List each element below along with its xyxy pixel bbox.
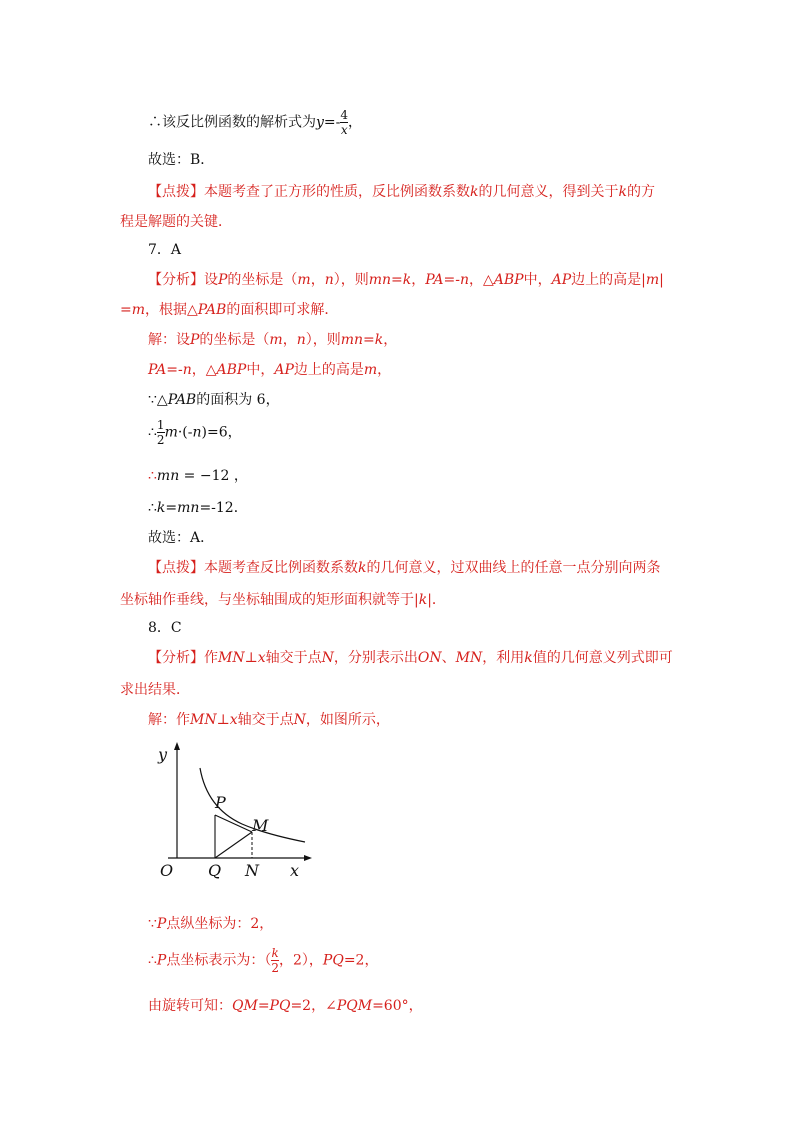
remark-7-line1: 【点拨】本题考查反比例函数系数k的几何意义，过双曲线上的任意一点分别向两条 xyxy=(148,560,661,576)
choice-line-a: 故选：A． xyxy=(148,530,215,546)
solution-7-line4: ∴ $\frac{1}{2}$ m·(-n)=6， xyxy=(148,418,242,447)
solution-8-line2: ∵P点纵坐标为：2， xyxy=(148,916,274,932)
label-x: x xyxy=(290,861,300,880)
solution-8-line4: 由旋转可知：QM=PQ=2，∠PQM=60°， xyxy=(148,998,423,1014)
analysis-8-line2: 求出结果． xyxy=(120,682,190,698)
analysis-8-line1: 【分析】作MN⊥x轴交于点N，分别表示出ON、MN，利用k值的几何意义列式即可 xyxy=(148,650,673,666)
label-q: Q xyxy=(208,861,222,880)
solution-7-line6: ∴k=mn=-12． xyxy=(148,500,248,516)
question-7-heading: 7．A xyxy=(148,242,182,258)
label-p: P xyxy=(215,793,226,812)
x-axis-arrow xyxy=(304,855,312,861)
analysis-7-line2: =m，根据△PAB的面积即可求解． xyxy=(120,302,339,318)
solution-7-line3: ∵△PAB的面积为 6， xyxy=(148,392,280,408)
segment-qm xyxy=(215,832,252,858)
label-n: N xyxy=(245,861,259,880)
answer-expression-line: ∴该反比例函数的解析式为y=- $\frac{4}{x}$ ， xyxy=(148,108,363,137)
segment-pm xyxy=(215,815,252,832)
label-origin: O xyxy=(160,861,174,880)
solution-8-line1: 解：作MN⊥x轴交于点N，如图所示， xyxy=(148,712,390,728)
remark-7-line2: 坐标轴作垂线，与坐标轴围成的矩形面积就等于|k|． xyxy=(120,592,446,608)
hyperbola-figure xyxy=(150,738,320,888)
label-y: y xyxy=(158,745,168,764)
solution-7-line5: ∴mn = −12 ， xyxy=(148,468,248,484)
remark-6-line2: 程是解题的关键． xyxy=(120,214,232,230)
analysis-7-line1: 【分析】设P的坐标是（m，n），则mn=k，PA=-n，△ABP中，AP边上的高是|m| xyxy=(148,272,664,288)
remark-6-line1: 【点拨】本题考查了正方形的性质，反比例函数系数k的几何意义，得到关于k的方 xyxy=(148,184,655,200)
solution-7-line2: PA=-n，△ABP中，AP边上的高是m， xyxy=(148,362,392,378)
fraction-one-half: $\frac{1}{2}$ xyxy=(156,418,165,447)
solution-7-line1: 解：设P的坐标是（m，n），则mn=k， xyxy=(148,332,398,348)
solution-8-line3: ∴P点坐标表示为：（ $\frac{k}{2}$ ，2），PQ=2， xyxy=(148,946,379,975)
fraction-k-over-2: $\frac{k}{2}$ xyxy=(271,946,279,975)
choice-line-b: 故选：B． xyxy=(148,152,215,168)
question-8-heading: 8．C xyxy=(148,620,182,636)
fraction-4-over-x: $\frac{4}{x}$ xyxy=(340,108,349,137)
label-m: M xyxy=(252,816,269,835)
y-axis-arrow xyxy=(174,742,180,750)
